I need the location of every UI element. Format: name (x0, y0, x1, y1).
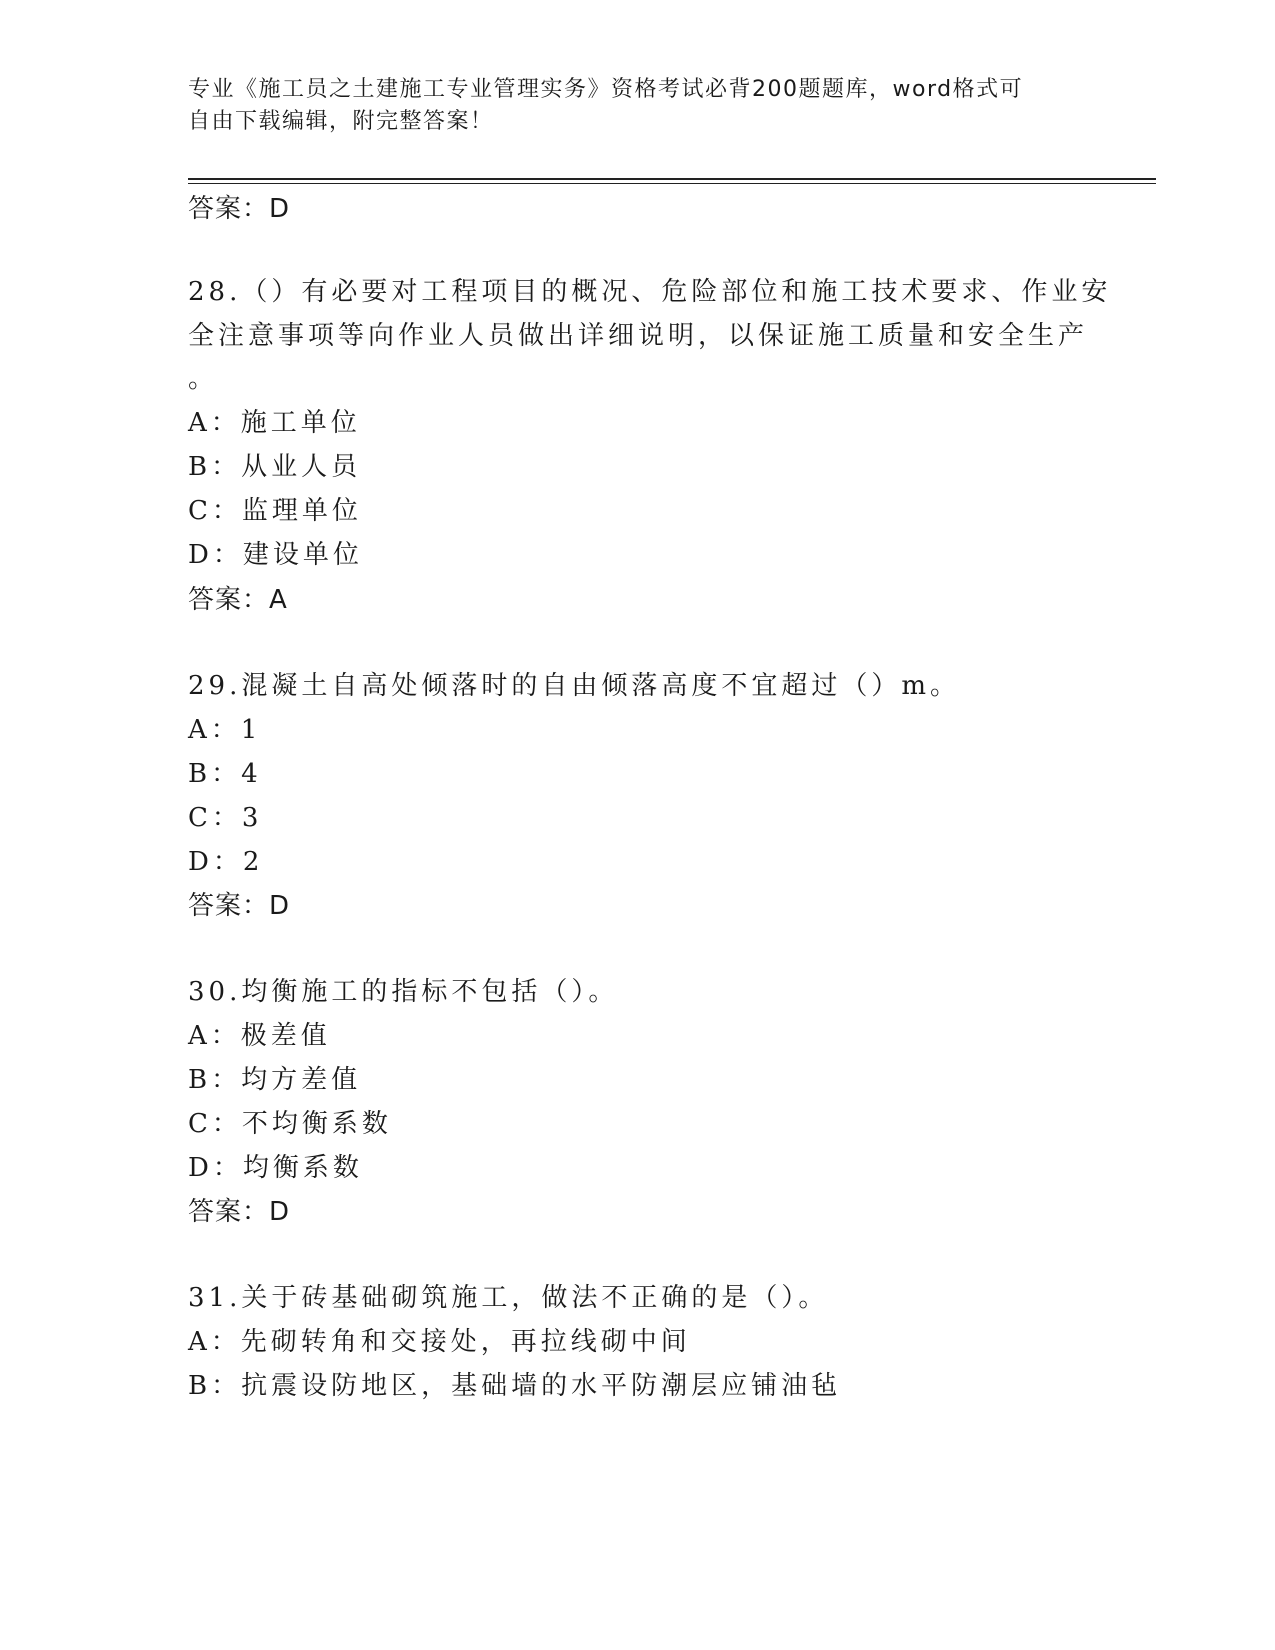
question-31-option-b: B：抗震设防地区，基础墙的水平防潮层应铺油毡 (188, 1371, 842, 1401)
question-29-option-b: B：4 (188, 759, 262, 789)
question-28-option-b: B：从业人员 (188, 452, 362, 482)
document-header (188, 74, 1068, 138)
question-28-stem-line-2: 全注意事项等向作业人员做出详细说明，以保证施工质量和安全生产 (188, 321, 1089, 351)
question-29-stem: 29.混凝土自高处倾落时的自由倾落高度不宜超过（）m。 (188, 671, 961, 701)
question-30-stem: 30.均衡施工的指标不包括（）。 (188, 977, 619, 1007)
question-30-option-a: A：极差值 (188, 1021, 331, 1051)
question-31-stem: 31.关于砖基础砌筑施工，做法不正确的是（）。 (188, 1283, 829, 1313)
question-28-option-d: D：建设单位 (188, 540, 363, 570)
question-29-answer: 答案：D (188, 891, 291, 921)
question-28-answer: 答案：A (188, 585, 288, 615)
question-30-option-b: B：均方差值 (188, 1065, 362, 1095)
question-29-option-c: C：3 (188, 803, 263, 833)
question-29-option-d: D：2 (188, 847, 264, 877)
question-28-option-c: C：监理单位 (188, 496, 362, 526)
question-30-answer: 答案：D (188, 1197, 291, 1227)
previous-answer: 答案：D (188, 194, 291, 224)
question-30-option-c: C：不均衡系数 (188, 1109, 392, 1139)
question-29-option-a: A：1 (188, 715, 262, 745)
question-28-stem-line-1: 28.（）有必要对工程项目的概况、危险部位和施工技术要求、作业安 (188, 277, 1112, 307)
header-line-2: 自由下载编辑，附完整答案！ (188, 109, 494, 134)
header-divider (188, 178, 1156, 180)
header-divider-thin (188, 183, 1156, 184)
question-28-stem-line-3: 。 (188, 364, 219, 394)
header-line-1: 专业《施工员之土建施工专业管理实务》资格考试必背200题题库，word格式可 (188, 77, 1024, 102)
question-28-option-a: A：施工单位 (188, 408, 361, 438)
question-31-option-a: A：先砌转角和交接处，再拉线砌中间 (188, 1327, 691, 1357)
question-30-option-d: D：均衡系数 (188, 1153, 363, 1183)
